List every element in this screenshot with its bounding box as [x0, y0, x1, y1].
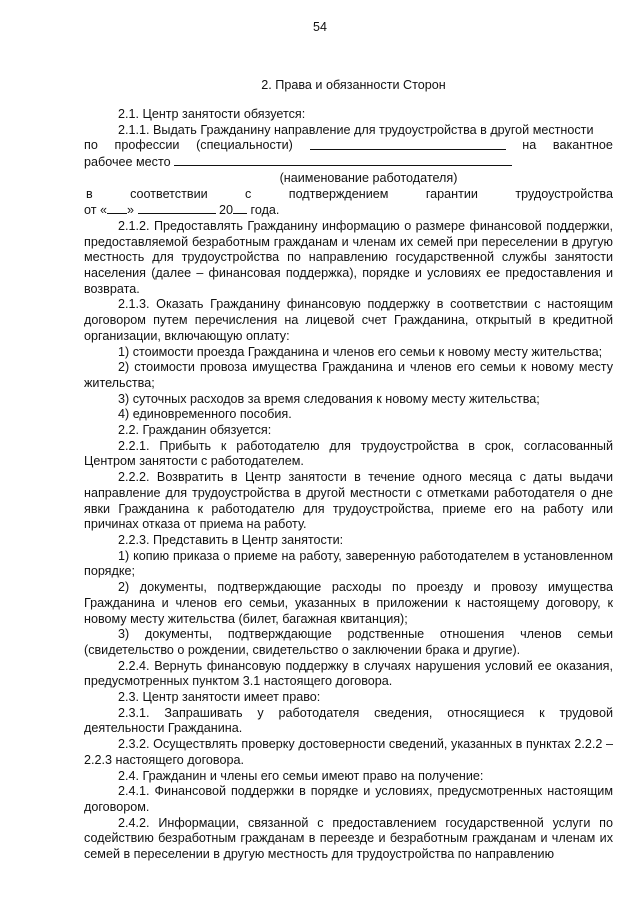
workplace-label: рабочее место [84, 155, 171, 170]
clause-2-2-1: 2.2.1. Прибыть к работодателю для трудоустройства в срок, согласованный Центром занятости с работодателем. [84, 438, 613, 469]
clause-2-4: 2.4. Гражданин и члены его семьи имеют право на получение: [118, 768, 484, 783]
profession-blank-line [310, 138, 506, 150]
year-blank-line [233, 202, 247, 214]
section-title: 2. Права и обязанности Сторон [261, 78, 446, 92]
clause-2-2-3-item-1: 1) копию приказа о приеме на работу, заверенную работодателем в установленном порядке; [84, 548, 613, 579]
day-blank-line [107, 202, 127, 214]
clause-2-3: 2.3. Центр занятости имеет право: [118, 690, 321, 705]
clause-2-1-3-item-1: 1) стоимости проезда Гражданина и членов его семьи к новому месту жительства; [118, 344, 603, 359]
clause-2-2: 2.2. Гражданин обязуется: [118, 423, 272, 438]
clause-2-4-1: 2.4.1. Финансовой поддержки в порядке и условиях, предусмотренных настоящим договором. [84, 784, 613, 814]
clause-2-1-1: 2.1.1. Выдать Гражданину направление для трудоустройства в другой местности [118, 122, 594, 137]
employer-name-hint: (наименование работодателя) [279, 170, 458, 185]
clause-2-3-1: 2.3.1. Запрашивать у работодателя сведения, относящиеся к трудовой деятельности Гражданина. [84, 705, 613, 736]
year-suffix: года. [250, 203, 280, 218]
word: по [84, 138, 98, 153]
clause-2-1: 2.1. Центр занятости обязуется: [118, 107, 306, 121]
clause-2-1-3-item-3: 3) суточных расходов за время следования к новому месту жительства; [118, 391, 540, 406]
clause-2-1-3: 2.1.3. Оказать Гражданину финансовую поддержку в соответствии с настоящим договором путем перечисления на лицевой счет Гражданина, открытый в кредитной организации, включающую оплату: [84, 297, 613, 343]
clause-2-1-1-date-line [84, 202, 613, 219]
page-number: 54 [313, 20, 327, 34]
document-body [84, 77, 613, 863]
clause-2-1-3-item-2: 2) стоимости провоза имущества Гражданина и членов его семьи к новому месту жительства; [84, 360, 613, 390]
date-close-quote: » [127, 203, 135, 218]
clause-2-1-1-profession-line [84, 138, 613, 154]
clause-2-1-1-guarantee-line [84, 187, 613, 203]
clause-2-1-2: 2.1.2. Предоставлять Гражданину информацию о размере финансовой поддержки, предоставляемой безработным гражданам и членам их семей при переселении в другую местность для трудоустройства по направлению государственной службы занятости населения (далее – финансовая поддержка), порядке и условиях ее предоставления и возврата. [84, 218, 613, 296]
word: подтверждением [288, 186, 389, 201]
clause-2-1-1-workplace-line [84, 154, 613, 171]
word: с [245, 186, 252, 201]
clause-2-2-3: 2.2.3. Представить в Центр занятости: [118, 532, 344, 547]
word: на [522, 138, 537, 153]
clause-2-2-3-item-2: 2) документы, подтверждающие расходы по проезду и провозу имущества Гражданина и членов его семьи, указанных в приложении к настоящему договору, к новому месту жительства (билет, багажная квитанция); [84, 580, 613, 626]
clause-2-2-3-item-3: 3) документы, подтверждающие родственные отношения членов семьи (свидетельство о рождении, свидетельство о заключении брака и другие). [84, 627, 613, 657]
month-blank-line [138, 202, 216, 214]
date-open-quote: от « [84, 203, 107, 218]
word: трудоустройства [515, 186, 613, 201]
word: профессии [114, 138, 180, 153]
clause-2-2-2: 2.2.2. Возвратить в Центр занятости в течение одного месяца с даты выдачи направление для трудоустройства в другой местности с отметками работодателя о дне явки Гражданина к работодателю для трудоустройства, приеме его на работу или причинах отказа от приема на работу. [84, 470, 613, 532]
year-prefix: 20 [219, 203, 234, 218]
word: (специальности) [196, 138, 293, 153]
clause-2-2-4: 2.2.4. Вернуть финансовую поддержку в случаях нарушения условий ее оказания, предусмотренных пунктом 3.1 настоящего договора. [84, 658, 613, 689]
workplace-blank-line [174, 154, 512, 166]
clause-2-4-2: 2.4.2. Информации, связанной с предоставлением государственной услуги по содействию безработным гражданам в переезде и безработным гражданам и членам их семей в переселении в другую местность для трудоустройства по направлению [84, 815, 613, 862]
clause-2-3-2: 2.3.2. Осуществлять проверку достоверности сведений, указанных в пунктах 2.2.2 – 2.2.3 настоящего договора. [84, 737, 613, 767]
word: вакантное [552, 138, 613, 153]
clause-2-1-3-item-4: 4) единовременного пособия. [118, 407, 292, 422]
word: соответствии [130, 186, 208, 201]
word: в [86, 186, 93, 201]
word: гарантии [425, 186, 478, 201]
